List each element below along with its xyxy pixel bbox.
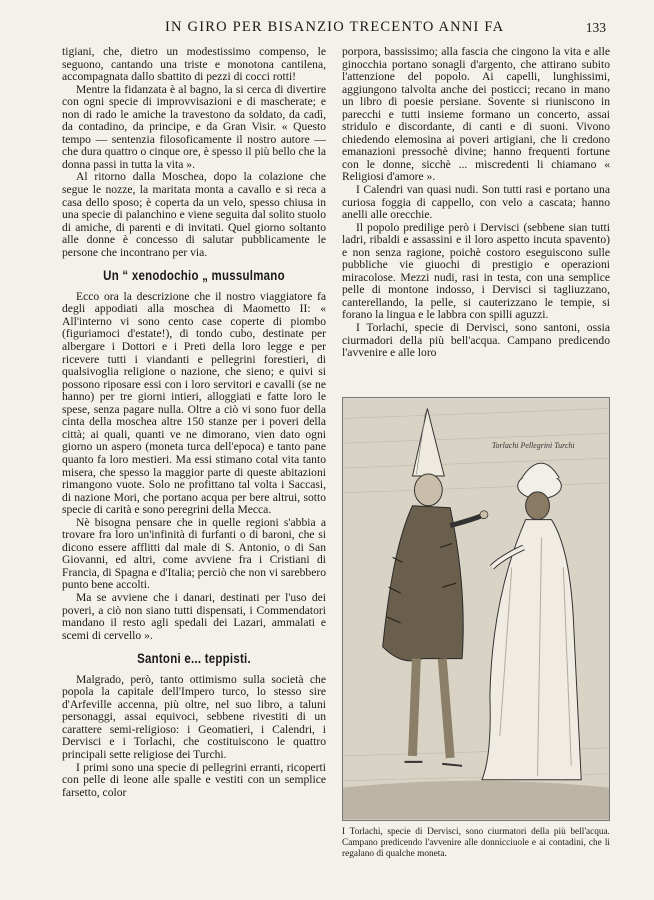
paragraph: Mentre la fidanzata è al bagno, la si cerca di divertire con ogni specie di improvvisazioni e di mascherate; e non di rado le amiche la travestono da soldato, da cadì, da contadino, da principe, e da Gran Visir. « Questo tempo — sentenzia filosoficamente il nostro autore — che dura quattro o cinque ore, è spesso il più bello che la donna passi in tutta la vita ».: [62, 82, 326, 171]
engraving-illustration: [342, 397, 610, 821]
paragraph: Al ritorno dalla Moschea, dopo la colazione che segue le nozze, la maritata monta a cavallo e si reca a casa dello sposo; è coperta da un velo, spesso chiusa in una specie di palanchino e viene seguita dal solito stuolo di amiche, di parenti e di invitati. Quel giorno soltanto alle donne è concesso di salutar pubblicamente le persone che incontrano per via.: [62, 170, 326, 259]
page-number: 133: [585, 20, 606, 35]
figure-caption: I Torlachi, specie di Dervisci, sono ciurmatori della più bell'acqua. Campano predicendo l'avvenire alle donnicciuole e ai contadini, che li regalano di qualche moneta.: [342, 827, 610, 859]
section-heading: Un “ xenodochio „ mussulmano: [103, 267, 285, 284]
paragraph: I primi sono una specie di pellegrini erranti, ricoperti con pelle di leone alle spalle e vestiti con un semplice farsetto, color: [62, 760, 326, 799]
paragraph: Il popolo predilige però i Dervisci (sebbene sian tutti ladri, ribaldi e assassini e il loro aspetto incuta spavento) e non senza ragione, poichè costoro eseguiscono sulle pubbliche vie giuochi di prestigio e operazioni miracolose. Mezzi nudi, rasi in testa, con una semplice pelle di montone indosso, i Dervisci si tagliuzzano, canterellando, la pelle, si cauterizzano le tempie, si forano la lingua e le labbra con spilli aguzzi.: [342, 220, 610, 322]
paragraph: Malgrado, però, tanto ottimismo sulla società che popola la capitale dell'Impero turco, lo stesso sire d'Arfeville accenna, più oltre, nel suo libro, a taluni personaggi, assai equivoci, sebbene rivestiti di un carattere semi-religioso: i Geomatieri, i Calendri, i Dervisci e i Torlachi, che costituiscono le quattro principali sette religiose dei Turchi.: [62, 672, 326, 761]
paragraph: porpora, bassissimo; alla fascia che cingono la vita e alle ginocchia portano sonagli d'argento, che attirano subito l'attenzione del popolo. Ai capelli, lunghissimi, aggiungono talvolta anche dei posticci; recano in mano un libro di poesie persiane. Sovente si riuniscono in parecchi e tutti insieme formano un concerto, assai stridulo e discordante, di canti e di suoni. Vivono chiedendo elemosina ai poveri artigiani, che li credono emanazioni pressochè divine; hanno frequenti fortune con le donne, sicchè ... miscredenti li chiamano « Religiosi d'amore ».: [342, 45, 610, 184]
running-title: IN GIRO PER BISANZIO TRECENTO ANNI FA: [165, 19, 505, 35]
left-column: [62, 46, 326, 799]
right-column: [342, 46, 610, 360]
section-heading: Santoni e... teppisti.: [137, 650, 251, 667]
paragraph: Ma se avviene che i danari, destinati per l'uso dei poveri, a ciò non siano tutti dispensati, i Commendatori mandano il resto agli spedali dei Lazari, ammalati e scemi di cervello ».: [62, 590, 326, 642]
paragraph: tigiani, che, dietro un modestissimo compenso, le seguono, cantando una triste e monotona cantilena, accompagnata dallo sbattito di pezzi di cocci rotti!: [62, 45, 326, 84]
paragraph: Ecco ora la descrizione che il nostro viaggiatore fa degli appodiati alla moschea di Maometto II: « All'interno vi sono cento case coperte di piombo (figuriamoci d'estate!), di tondo cubo, destinate per albergare i Dottori e i Preti della loro legge e per ricevere tutti i viandanti e pellegrini forestieri, di qualsivoglia religione o nazione, che sieno; e quivi si possono riposare essi con i loro servitori e cavalli (se ne hanno) per tre giorni intieri, alloggiati e fatte loro le spese, senza pagare nulla. Oltre a ciò vi sono fuor della cinta della moschea altre 150 stanze per i poveri della città; ai quali, quanti ve ne dimorano, vien dato ogni giorno un aspero (moneta turca dell'epoca) e tanto pane quanto fa loro mestieri. Ma essi stimano cotal vita tanto misera, che spesso la maggior parte di queste abitazioni rimangono vuote. Solo ne profittano tal volta i Saccasi, di nazione Mori, che portano acqua per bere altrui, sotto specie di carità e sono peregrini della Mecca.: [62, 289, 326, 517]
ground: [343, 781, 609, 820]
engraving-drawing: [343, 398, 609, 820]
paragraph: Nè bisogna pensare che in quelle regioni s'abbia a trovare fra loro un'infinità di furfanti o di baroni, che si dicono essere afflitti dal male di S. Antonio, o di San Giovanni, ed altri, come avviene fra i Cristiani di Francia, di Spagna e d'Italia; perciò che non vi sarebbero punto bene accolti.: [62, 515, 326, 592]
paragraph: I Torlachi, specie di Dervisci, sono santoni, ossia ciurmadori della più bell'acqua. Campano predicendo l'avvenire e alle loro: [342, 321, 610, 360]
engraving-inscription: Torlachi Pellegrini Turchi: [491, 441, 575, 451]
running-header: [60, 19, 620, 39]
paragraph: I Calendri van quasi nudi. Son tutti rasi e portano una curiosa foggia di cappello, con velo a cascata; hanno anelli alle orecchie.: [342, 183, 610, 222]
